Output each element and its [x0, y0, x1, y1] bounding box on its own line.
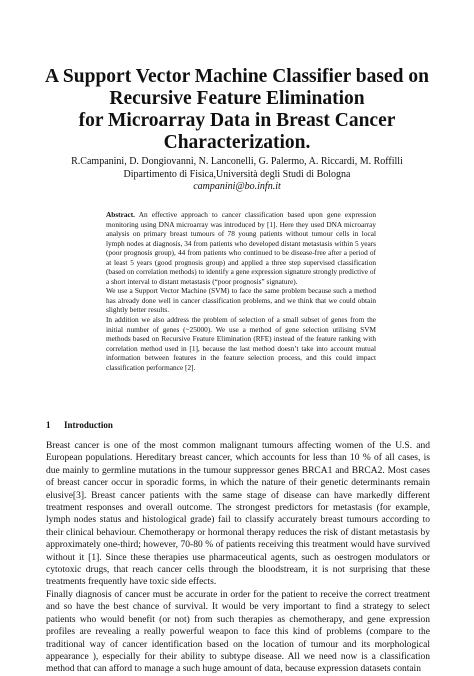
abstract-label: Abstract.: [106, 210, 135, 219]
title-line: Characterization.: [163, 132, 311, 153]
body-paragraph: Finally diagnosis of cancer must be accurate in order for the patient to receive the correct treatment and so have the best chance of survival. It would be very important to find a strategy to select patients who would benefit (or not) from such therapies as chemotherapy, and gene expression profiles are revealing a really powerful weapon to face this kind of problems (compare to the traditional way of cancer identification based on the location of tumour and its morphological appearance ), especially for their ability to subtype disease. All we need now is a classification method that can afford to manage a such huge amount of data, because expression datasets contain: [46, 589, 430, 675]
abstract: [106, 210, 376, 372]
abstract-paragraph: We use a Support Vector Machine (SVM) to face the same problem because such a method has already done well in cancer classification problems, and we think that we could obtain slightly better results.: [106, 286, 376, 315]
abstract-text: An effective approach to cancer classification based upon gene expression monitoring using DNA microarray was introduced by [1]. Here they used DNA microarray analysis on primary breast tumours of 78 young patients without tumour cells in local lymph nodes at diagnosis, 34 from patients who developed distant metastasis within 5 years (poor prognosis group), 44 from patients who continued to be disease-free after a period of at least 5 years (good prognosis group) and applied a three step supervised classification (based on correlation methods) to identify a gene expression signature strongly predictive of a short interval to distant metastasis (“poor prognosis” signature).: [106, 210, 377, 286]
body-paragraph: Breast cancer is one of the most common malignant tumours affecting women of the U.S. and European populations. Hereditary breast cancer, which accounts for less than 10 % of all cases, is due mainly to germline mutations in the tumour suppressor genes BRCA1 and BRCA2. Most cases of breast cancer occur in sporadic forms, in which the nature of their genetic determinants remain elusive[3]. Breast cancer patients with the same stage of disease can have markedly different treatment responses and overall outcome. The strongest predictors for metastasis (for example, lymph nodes status and histological grade) fail to classify accurately breast tumours according to their clinical behaviour. Chemotherapy or hormonal therapy reduces the risk of distant metastasis by approximately one-third; however, 70-80 % of patients receiving this treatment would have survived without it [1]. Since these therapies use pharmaceutical agents, such as oestrogen modulators or cytotoxic drugs, that reach cancer cells through the bloodstream, it is not surprising that these treatments frequently have toxic side effects.: [46, 441, 430, 588]
section-number: 1: [46, 420, 51, 430]
author-list: R.Campanini, D. Dongiovanni, N. Lanconelli, G. Palermo, A. Riccardi, M. Roffilli: [71, 156, 403, 167]
abstract-paragraph: [106, 210, 376, 286]
abstract-paragraph: In addition we also address the problem of selection of a small subset of genes from the initial number of genes (~25000). We use a method of gene selection utilising SVM methods based on Recursive Feature Elimination (RFE) instead of the feature ranking with correlation method used in [1], because the last method doesn’t take into account mutual information between features in the feature selection process, and this could impact classification performance [2].: [106, 315, 376, 372]
author-email: campanini@bo.infn.it: [193, 181, 281, 192]
title-line: A Support Vector Machine Classifier based on: [45, 66, 429, 87]
body-text: [46, 440, 430, 676]
title-line: Recursive Feature Elimination: [109, 88, 365, 109]
section-title: Introduction: [64, 420, 113, 430]
title-line: for Microarray Data in Breast Cancer: [78, 110, 396, 131]
paper-title: [20, 66, 454, 154]
author-block: [20, 156, 454, 194]
affiliation: Dipartimento di Fisica,Università degli Studi di Bologna: [123, 168, 351, 180]
section-heading: [46, 420, 113, 430]
